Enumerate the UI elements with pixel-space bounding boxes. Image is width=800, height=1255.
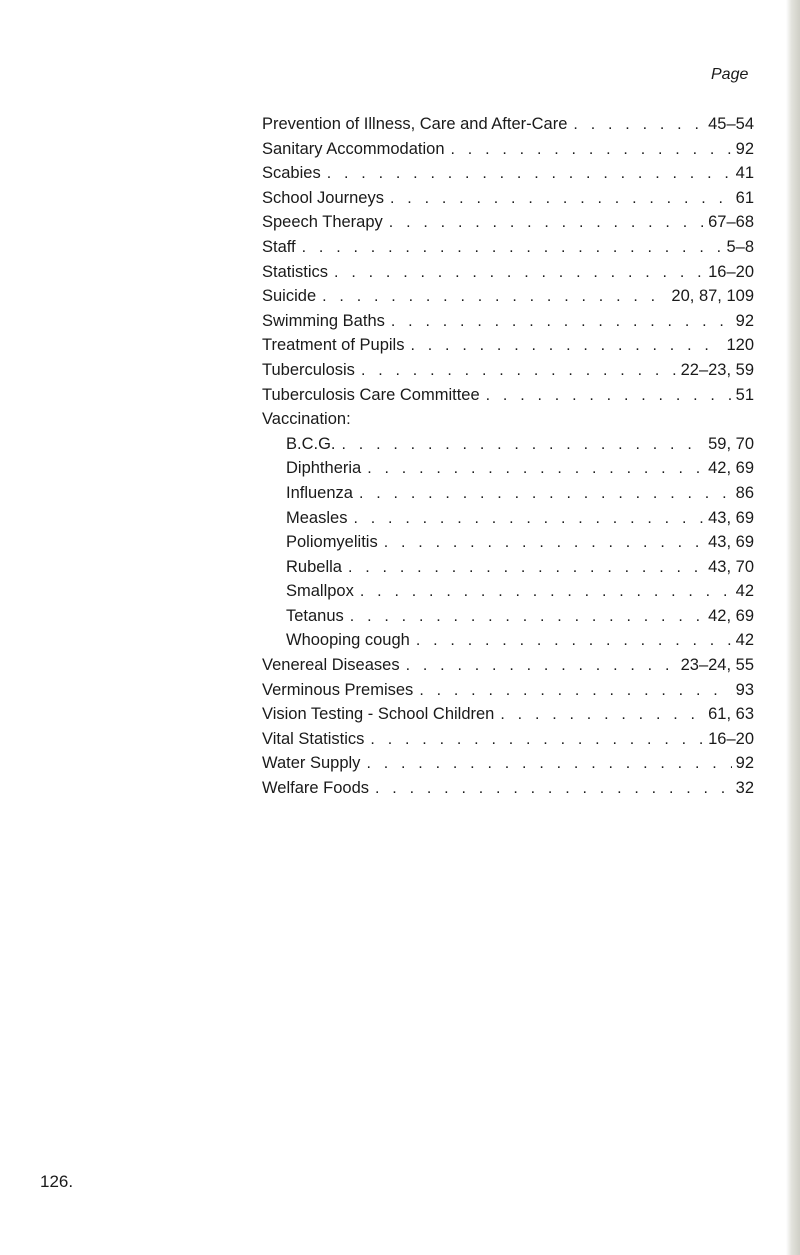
dot-leader [410, 629, 732, 653]
entry-label: Sanitary Accommodation [262, 139, 445, 158]
index-entry [262, 653, 754, 678]
page-number: 126. [40, 1172, 74, 1191]
entry-pages: 43, 70 [708, 557, 754, 576]
entry-label: School Journeys [262, 188, 384, 207]
index-entry [262, 210, 754, 235]
entry-pages: 42, 69 [708, 459, 754, 478]
index-subentry [262, 579, 754, 604]
dot-leader [364, 728, 704, 752]
entry-label: Welfare Foods [262, 779, 369, 798]
entry-label: Smallpox [286, 582, 354, 601]
entry-label: B.C.G. [286, 434, 336, 453]
entry-pages: 93 [735, 680, 754, 699]
entry-pages: 86 [735, 483, 754, 502]
entry-label: Speech Therapy [262, 213, 383, 232]
dot-leader [384, 187, 732, 211]
dot-leader [336, 433, 705, 457]
entry-pages: 41 [735, 164, 754, 183]
index-subentry [262, 530, 754, 555]
entry-pages: 16–20 [708, 729, 754, 748]
index-subentry [262, 432, 754, 457]
index-entry [262, 727, 754, 752]
entry-pages: 42 [735, 582, 754, 601]
entry-pages: 20, 87, 109 [671, 287, 754, 306]
dot-leader [369, 777, 732, 801]
dot-leader [413, 679, 731, 703]
entry-label: Rubella [286, 557, 342, 576]
entry-pages: 51 [735, 385, 754, 404]
entry-label: Suicide [262, 287, 317, 306]
entry-pages: 92 [735, 139, 754, 158]
page-column-heading: Page [711, 66, 749, 83]
dot-leader [347, 507, 704, 531]
index-subentry [262, 506, 754, 531]
index-subentry [262, 481, 754, 506]
index-entry [262, 776, 754, 801]
entry-label: Scabies [262, 164, 321, 183]
entry-label: Prevention of Illness, Care and After-Care [262, 115, 568, 133]
dot-leader [480, 384, 732, 408]
entry-label: Diphtheria [286, 459, 362, 478]
index-entry [262, 751, 754, 776]
index-entry [262, 678, 754, 703]
index-subentry [262, 604, 754, 629]
dot-leader [385, 310, 732, 334]
entry-label: Staff [262, 237, 296, 256]
index-entry [262, 358, 754, 383]
entry-pages: 42 [735, 631, 754, 650]
entry-pages: 67–68 [708, 213, 754, 232]
index-entry [262, 112, 754, 137]
entry-label: Influenza [286, 483, 353, 502]
entry-label: Water Supply [262, 754, 361, 773]
entry-pages: 43, 69 [708, 533, 754, 552]
index-entry [262, 702, 754, 727]
index-entry [262, 137, 754, 162]
entry-pages: 92 [735, 311, 754, 330]
entry-pages: 120 [726, 336, 754, 355]
page-edge-shadow [786, 0, 800, 1255]
entry-pages: 16–20 [708, 262, 754, 281]
dot-leader [316, 285, 667, 309]
entry-pages: 43, 69 [708, 508, 754, 527]
dot-leader [383, 211, 704, 235]
entry-label: Vaccination: [262, 410, 351, 429]
entry-label: Tuberculosis Care Committee [262, 385, 480, 404]
entry-label: Vision Testing - School Children [262, 705, 495, 724]
dot-leader [494, 703, 704, 727]
entry-pages: 92 [735, 754, 754, 773]
entry-pages: 42, 69 [708, 606, 754, 625]
entry-label: Whooping cough [286, 631, 410, 650]
index-subentry [262, 456, 754, 481]
index-list [262, 112, 754, 801]
dot-leader [354, 580, 732, 604]
index-entry [262, 186, 754, 211]
entry-label: Measles [286, 508, 348, 527]
dot-leader [404, 334, 722, 358]
entry-pages: 23–24, 55 [680, 656, 754, 675]
dot-leader [567, 113, 704, 137]
index-entry [262, 383, 754, 408]
dot-leader [296, 236, 723, 260]
dot-leader [400, 654, 677, 678]
index-entry [262, 284, 754, 309]
dot-leader [361, 457, 704, 481]
dot-leader [321, 162, 732, 186]
entry-pages: 22–23, 59 [680, 360, 754, 379]
entry-label: Swimming Baths [262, 311, 385, 330]
entry-pages: 45–54 [708, 115, 754, 133]
entry-label: Venereal Diseases [262, 656, 400, 675]
index-entry [262, 407, 754, 432]
index-entry [262, 161, 754, 186]
entry-pages: 5–8 [726, 237, 754, 256]
entry-pages: 61, 63 [708, 705, 754, 724]
index-entry [262, 309, 754, 334]
entry-label: Tetanus [286, 606, 344, 625]
entry-label: Verminous Premises [262, 680, 414, 699]
entry-label: Tuberculosis [262, 360, 355, 379]
entry-label: Poliomyelitis [286, 533, 378, 552]
entry-label: Treatment of Pupils [262, 336, 405, 355]
dot-leader [344, 605, 704, 629]
dot-leader [360, 752, 731, 776]
entry-pages: 61 [735, 188, 754, 207]
dot-leader [378, 531, 704, 555]
dot-leader [342, 556, 704, 580]
index-entry [262, 333, 754, 358]
dot-leader [445, 138, 732, 162]
dot-leader [328, 261, 704, 285]
entry-pages: 32 [735, 779, 754, 798]
entry-label: Vital Statistics [262, 729, 365, 748]
entry-label: Statistics [262, 262, 329, 281]
dot-leader [355, 359, 677, 383]
index-subentry [262, 628, 754, 653]
index-entry [262, 235, 754, 260]
index-entry [262, 260, 754, 285]
dot-leader [353, 482, 732, 506]
index-subentry [262, 555, 754, 580]
entry-pages: 59, 70 [708, 434, 754, 453]
